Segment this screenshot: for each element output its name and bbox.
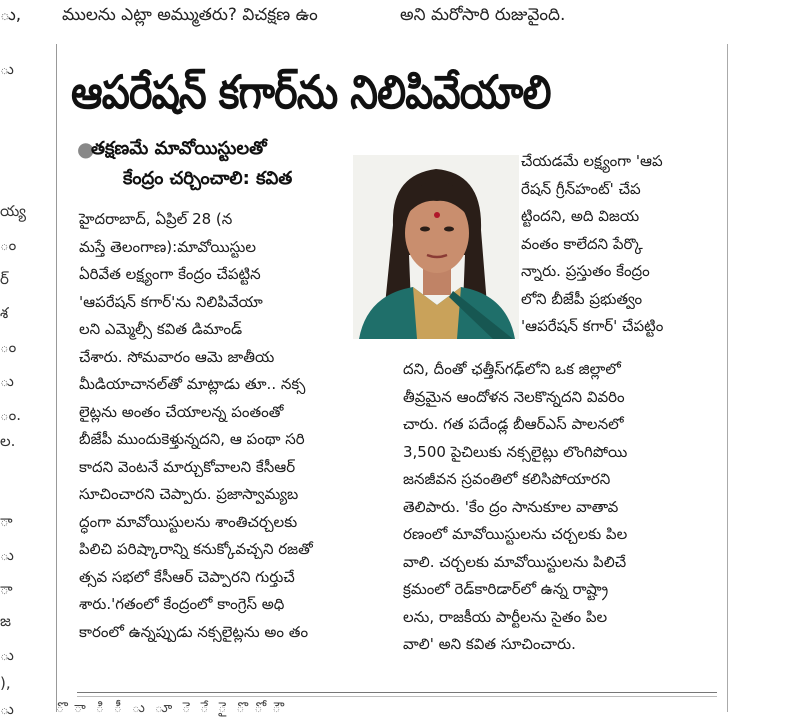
top-left-fragment: ు, <box>0 5 22 25</box>
subhead-line-2: కేంద్రం చర్చించాలి: కవిత <box>123 168 293 189</box>
news-article <box>56 44 728 712</box>
body-text-line: 'ఆపరేషన్ కగార్'ను నిలిపివేయా <box>79 292 263 311</box>
fringe-fragment: ు <box>0 372 14 390</box>
fringe-fragment: ల. <box>0 432 16 450</box>
fringe-fragment: య్య <box>0 202 26 220</box>
right-body-column-top <box>521 148 719 341</box>
right-body-column-bottom <box>403 356 719 659</box>
body-text-line: బీజేపీ ముందుకెళ్తున్నదని, ఆ పంథా సరి <box>79 430 305 448</box>
body-text-line: కారంలో ఉన్నప్పుడు నక్సలైట్లను అం తం <box>79 622 309 641</box>
body-text-line: శారు.'గతంలో కేంద్రంలో కాంగ్రెస్ అధి <box>79 595 285 613</box>
fringe-fragment: జ <box>0 612 11 630</box>
body-text-line: లని ఎమ్మెల్సీ కవిత డిమాండ్ <box>79 320 243 338</box>
fringe-fragment: ం <box>0 338 17 356</box>
body-text-line: తీవ్రమైన ఆందోళన నెలకొన్నదని వివరిం <box>403 387 625 406</box>
body-text-line: చేయడమే లక్ష్యంగా 'ఆప <box>521 152 663 170</box>
body-text-line: ట్టిందని, అది విజయ <box>521 207 640 225</box>
fringe-fragment: ా <box>0 580 13 598</box>
body-text-line: హైదరాబాద్, ఏప్రిల్ 28 (న <box>79 210 233 228</box>
subhead-line-1: తక్షణమే మావోయిస్టులతో <box>91 138 267 159</box>
body-text-line: రేషన్ గ్రీన్‌హంట్' చేప <box>521 179 641 198</box>
body-text-line: లోని బీజేపీ ప్రభుత్వం <box>521 289 643 308</box>
bottom-divider <box>77 692 717 693</box>
top-right-text: అని మరోసారి రుజువైంది. <box>400 5 566 25</box>
fringe-fragment: ), <box>0 674 11 692</box>
body-text-line: దని, దీంతో ఛత్తీస్‌గఢ్‌లోని ఒక జిల్లాలో <box>403 360 621 378</box>
body-text-line: వాలి. చర్చలకు మావోయిస్టులను పిలిచే <box>403 552 627 571</box>
body-text-line: క్రమంలో రెడ్‌కారిడార్‌లో ఉన్న రాష్ట్రా <box>403 580 609 598</box>
body-text-line: తెలిపారు. 'కేం ద్రం సానుకూల వాతావ <box>403 497 619 516</box>
article-headline: ఆపరేషన్ కగార్‌ను నిలిపివేయాలి <box>71 65 551 119</box>
bottom-clipped-text: ొ ా ి ీ ు ూ ె ే ై ొ ో ౌ <box>56 700 287 716</box>
left-body-column <box>79 206 384 646</box>
fringe-fragment: ు <box>0 60 14 78</box>
fringe-fragment: ు <box>0 646 14 664</box>
body-text-line: ఏరివేత లక్ష్యంగా కేంద్రం చేపట్టిన <box>79 265 261 283</box>
fringe-fragment: శ <box>0 304 9 322</box>
bottom-divider-thin <box>77 696 717 697</box>
body-text-line: పిలిచి పరిష్కారాన్ని కనుక్కోవచ్చని రజతో <box>79 540 313 558</box>
fringe-fragment: ా <box>0 512 13 530</box>
body-text-line: మీడియాచానల్‌తో మాట్లాడు తూ.. నక్స <box>79 375 306 393</box>
fringe-fragment: ం. <box>0 406 22 424</box>
bullet-icon: ● <box>77 137 95 161</box>
body-text-line: జనజీవన స్రవంతిలో కలిసిపోయారని <box>403 470 611 488</box>
body-text-line: సూచించారని చెప్పారు. ప్రజాస్వామ్యబ <box>79 485 299 503</box>
body-text-line: న్నారు. ప్రస్తుతం కేంద్రం <box>521 262 650 280</box>
top-text-strip <box>0 0 800 40</box>
body-text-line: 'ఆపరేషన్ కగార్' చేపట్టిం <box>521 317 664 335</box>
body-text-line: వంతం కాలేదని పేర్కొ <box>521 234 643 253</box>
body-text-line: ద్ధంగా మావోయిస్టులను శాంతిచర్చలకు <box>79 512 298 531</box>
body-text-line: 3,500 పైచిలుకు నక్సలైట్లు లొంగిపోయి <box>403 442 628 461</box>
fringe-fragment: ర్ <box>0 270 9 288</box>
body-text-line: వాలి' అని కవిత సూచించారు. <box>403 635 576 653</box>
body-text-line: మస్తే తెలంగాణ):మావోయిస్టుల <box>79 237 256 256</box>
body-text-line: రణంలో మావోయిస్టులను చర్చలకు పిల <box>403 525 628 543</box>
top-middle-text: ములను ఎట్లా అమ్ముతరు? విచక్షణ ఉం <box>62 5 318 25</box>
left-column-fringe <box>0 60 26 718</box>
fringe-fragment: ు <box>0 700 14 718</box>
body-text-line: చేశారు. సోమవారం ఆమె జాతీయ <box>79 347 275 366</box>
body-text-line: లను, రాజకీయ పార్టీలను సైతం పిల <box>403 607 608 626</box>
body-text-line: చారు. గత పదేండ్ల బీఆర్ఎస్ పాలనలో <box>403 415 624 433</box>
body-text-line: కాదని వెంటనే మార్చుకోవాలని కేసీఆర్ <box>79 457 296 476</box>
body-text-line: లైట్లను అంతం చేయాలన్న పంతంతో <box>79 402 284 421</box>
fringe-fragment: ం <box>0 236 17 254</box>
fringe-fragment: ు <box>0 546 14 564</box>
body-text-line: త్సవ సభలో కేసీఆర్ చెప్పారని గుర్తుచే <box>79 567 295 586</box>
